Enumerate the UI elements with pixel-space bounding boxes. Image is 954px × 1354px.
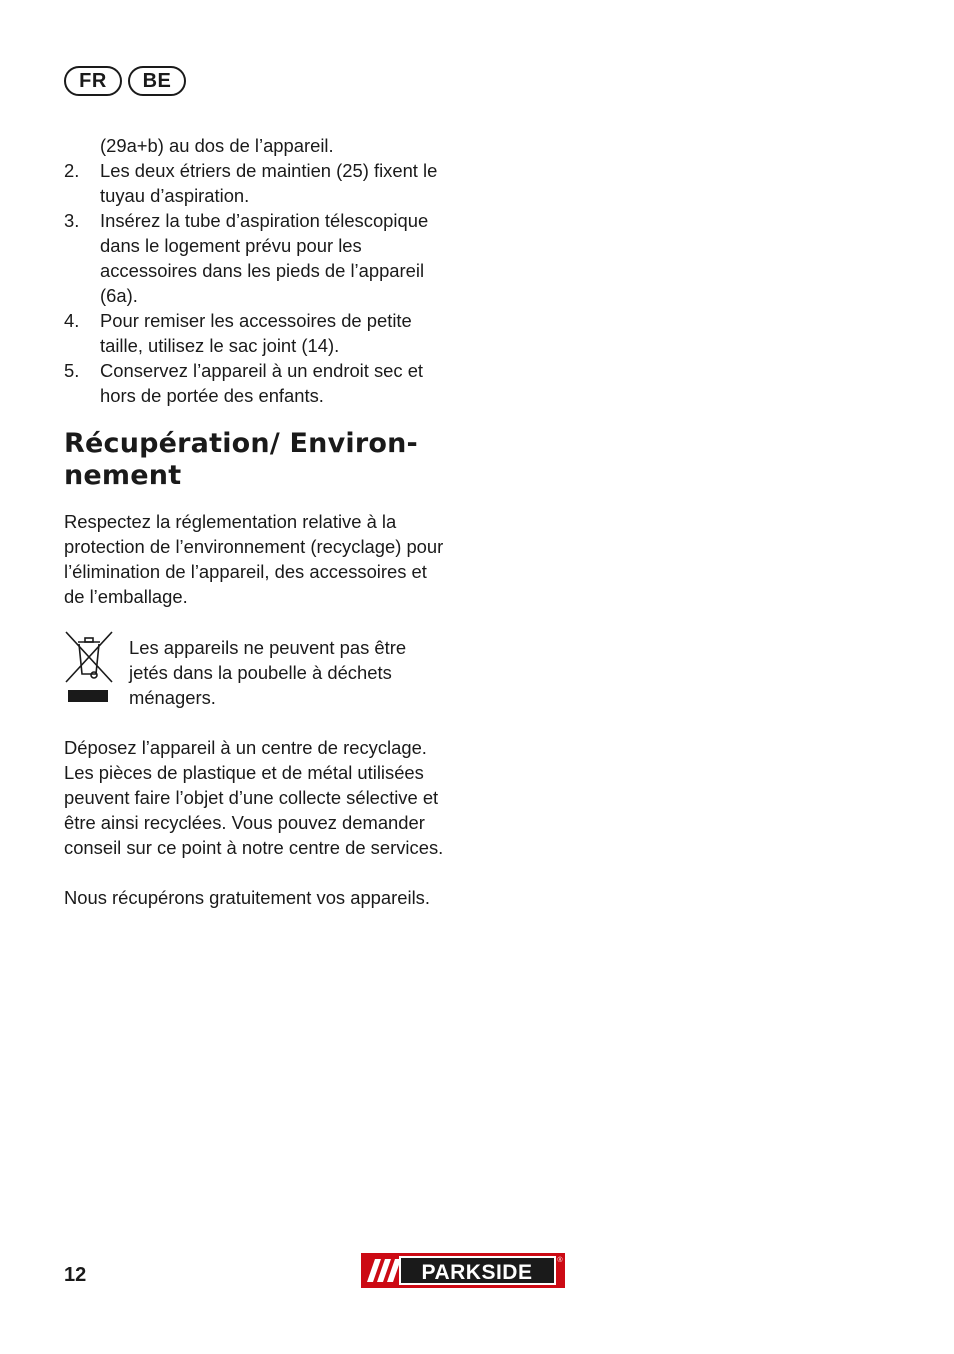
registered-mark: ® [557, 1257, 563, 1264]
list-item [64, 308, 448, 358]
recycling-paragraph: Déposez l’appareil à un centre de recyclage. Les pièces de plastique et de métal utilisées peuvent faire l’objet d’une collecte sélective et être ainsi recyclées. Vous pouvez demander conseil sur ce point à notre centre de services. [64, 737, 444, 858]
continued-step-text: (29a+b) au dos de l’appareil. [100, 135, 334, 156]
step-text: Pour remiser les accessoires de petite taille, utilisez le sac joint (14). [100, 310, 412, 356]
brand-name: PARKSIDE [421, 1261, 533, 1284]
step-text: Conservez l’appareil à un endroit sec et hors de portée des enfants. [100, 360, 424, 406]
list-item [64, 358, 448, 408]
page-number: 12 [64, 1264, 87, 1286]
step-number: 3. [64, 210, 80, 231]
step-number: 4. [64, 310, 80, 331]
step-number: 2. [64, 160, 80, 181]
list-item [64, 158, 448, 208]
lang-badge-be: BE [128, 66, 186, 96]
storage-steps-list [64, 158, 448, 408]
step-text: Les deux étriers de maintien (25) fixent le tuyau d’aspiration. [100, 160, 438, 206]
free-return-paragraph: Nous récupérons gratuitement vos appareils. [64, 887, 430, 908]
crossed-out-wheelie-bin-icon [64, 630, 114, 706]
step-number: 5. [64, 360, 80, 381]
intro-paragraph: Respectez la réglementation relative à la protection de l’environnement (recyclage) pour l’élimination de l’appareil, des accessoires et de l’emballage. [64, 511, 444, 607]
list-item [64, 208, 448, 308]
weee-notice: Les appareils ne peuvent pas être jetés dans la poubelle à déchets ménagers. [129, 637, 407, 708]
language-badges [64, 66, 186, 96]
parkside-logo [361, 1253, 565, 1288]
step-text: Insérez la tube d’aspiration télescopique dans le logement prévu pour les accessoires dans les pieds de l’appareil (6a). [100, 210, 429, 306]
section-heading: Récupération/ Environnement [64, 428, 418, 491]
lang-badge-fr: FR [64, 66, 122, 96]
